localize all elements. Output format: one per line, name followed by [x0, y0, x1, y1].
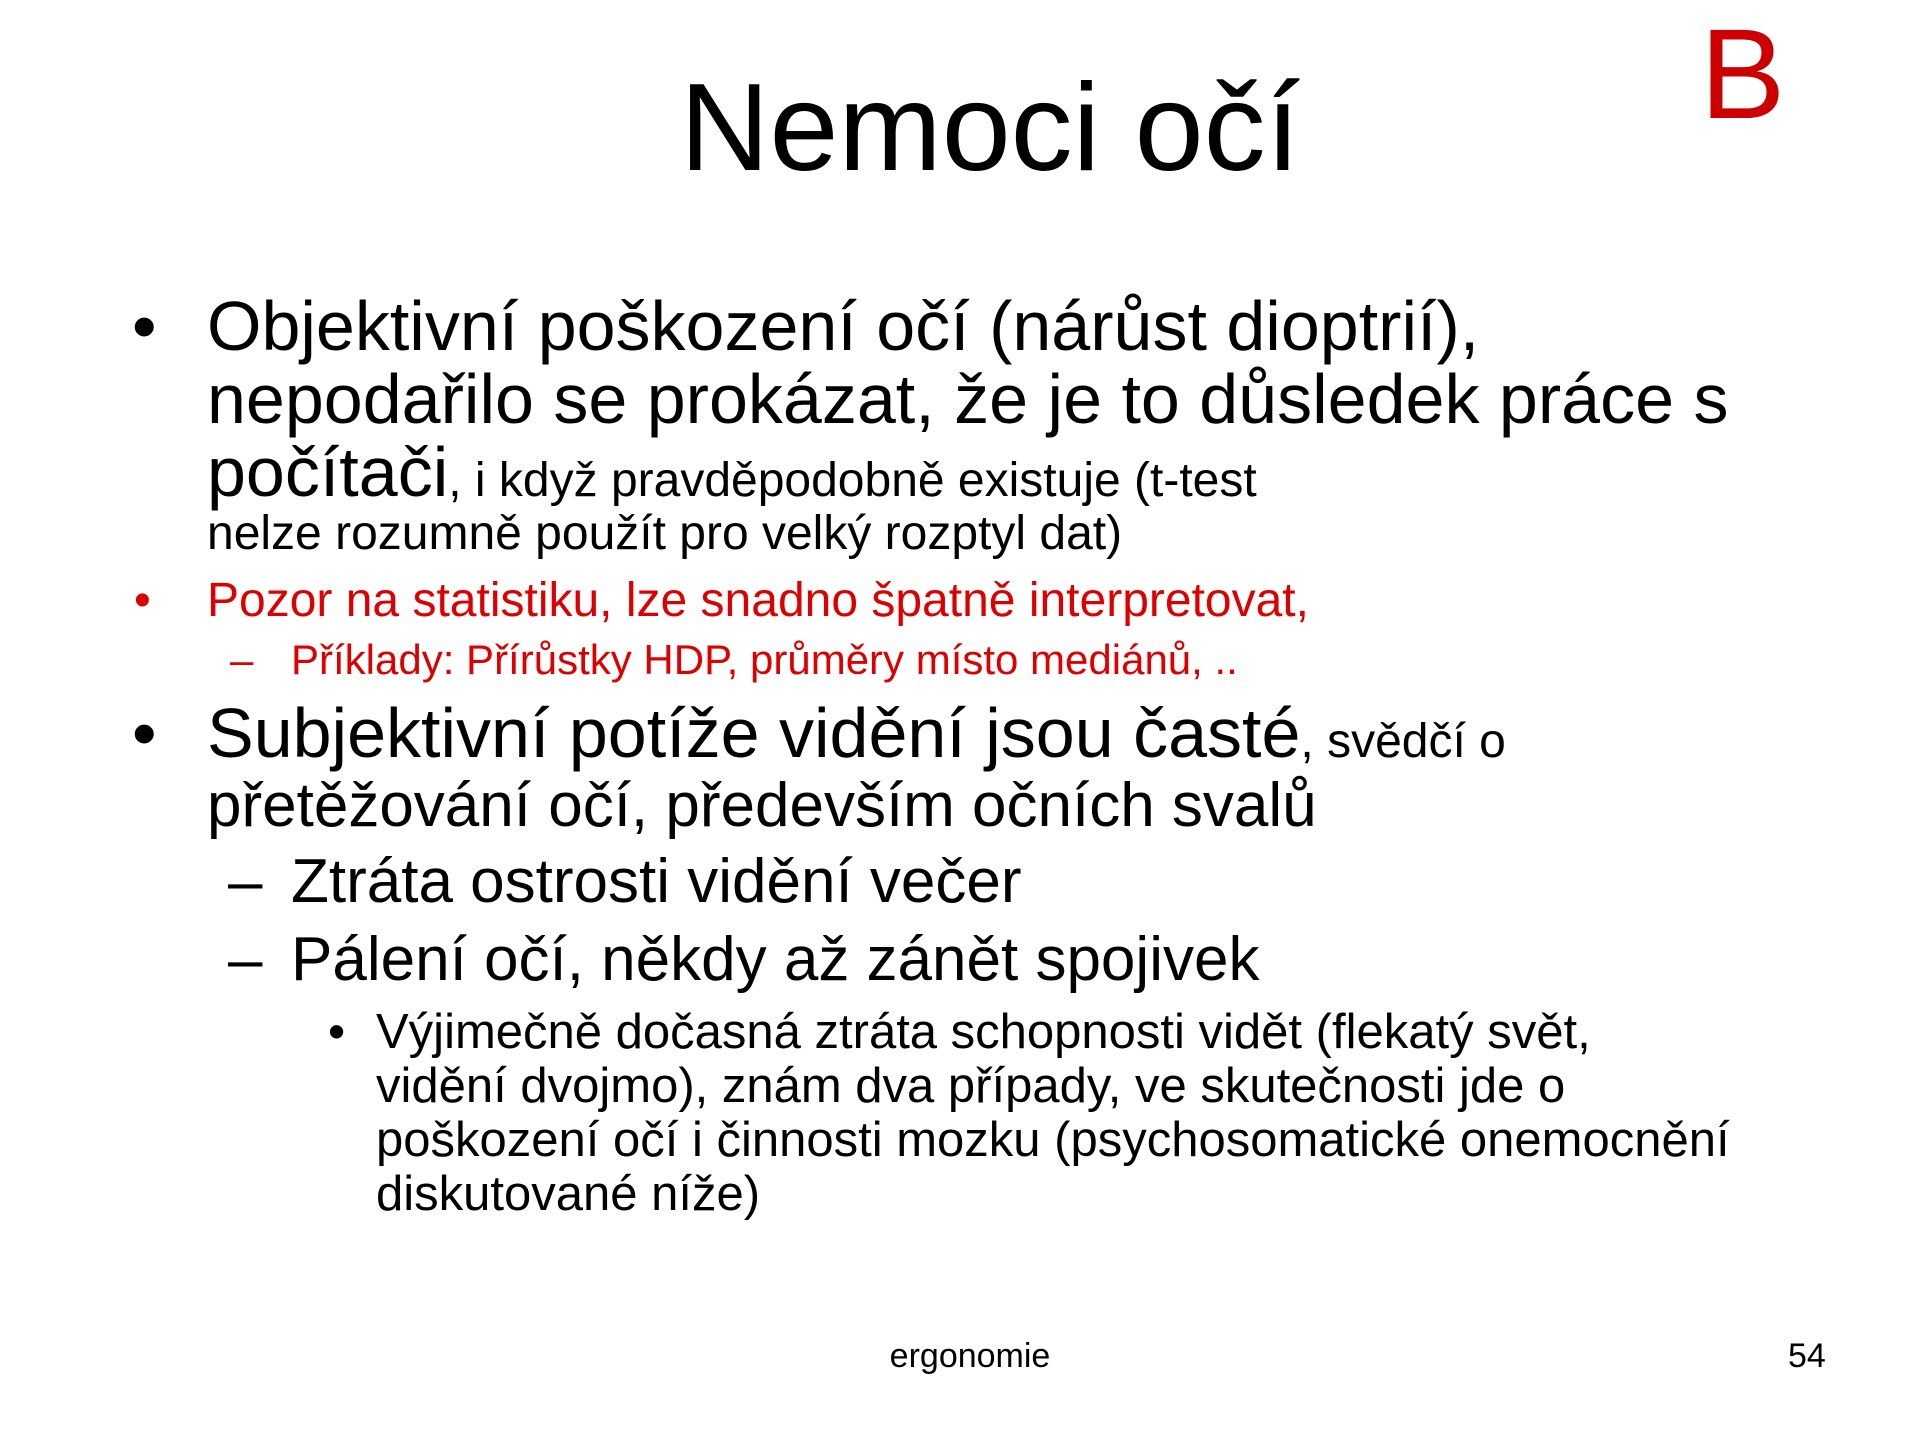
bullet-3-sub-1: Ztráta ostrosti vidění večer: [291, 847, 1022, 916]
sub-bullet-dash: –: [228, 925, 263, 994]
sub-bullet-dash: –: [228, 847, 263, 916]
bullet-3-tail: , svědčí o: [1300, 715, 1506, 768]
bullet-dot: •: [132, 287, 157, 365]
corner-label: B: [1700, 3, 1786, 146]
sub-bullet-dash: –: [230, 636, 254, 683]
bullet-2-sub-text: Příklady: Přírůstky HDP, průměry místo mediánů, ..: [291, 636, 1238, 683]
bullet-2-text: Pozor na statistiku, lze snadno špatně interpretovat,: [207, 574, 1309, 627]
bullet-3-main: Subjektivní potíže vidění jsou časté: [207, 694, 1301, 772]
bullet-1-tail: , i když pravděpodobně existuje (t-test: [448, 454, 1257, 507]
sub-sub-bullet-dot: •: [328, 1005, 346, 1059]
bullet-dot: •: [132, 694, 157, 772]
bullet-3-line-2: přetěžování očí, především očních svalů: [207, 771, 1317, 840]
bullet-1-line-2: nelze rozumně použít pro velký rozptyl dat): [207, 507, 1123, 560]
bullet-3-sub-sub-text: Výjimečně dočasná ztráta schopnosti vidět (flekatý svět, vidění dvojmo), znám dva případy, ve skutečnosti jde o poškození očí i činnosti mozku (psychosomatické onemocnění diskutované níže): [376, 1005, 1730, 1221]
slide-title: Nemoci očí: [679, 59, 1301, 197]
bullet-3-line-1: [207, 694, 1767, 772]
bullet-3-sub-2: Pálení očí, někdy až zánět spojivek: [291, 925, 1260, 994]
footer-label: ergonomie: [889, 1337, 1051, 1375]
page-number: 54: [1788, 1337, 1826, 1375]
bullet-dot: •: [134, 574, 151, 627]
bullet-1-main: Objektivní poškození očí (nárůst dioptrií), nepodařilo se prokázat, že je to důsledek práce s počítači: [207, 287, 1729, 511]
bullet-1-text: [207, 287, 1737, 511]
